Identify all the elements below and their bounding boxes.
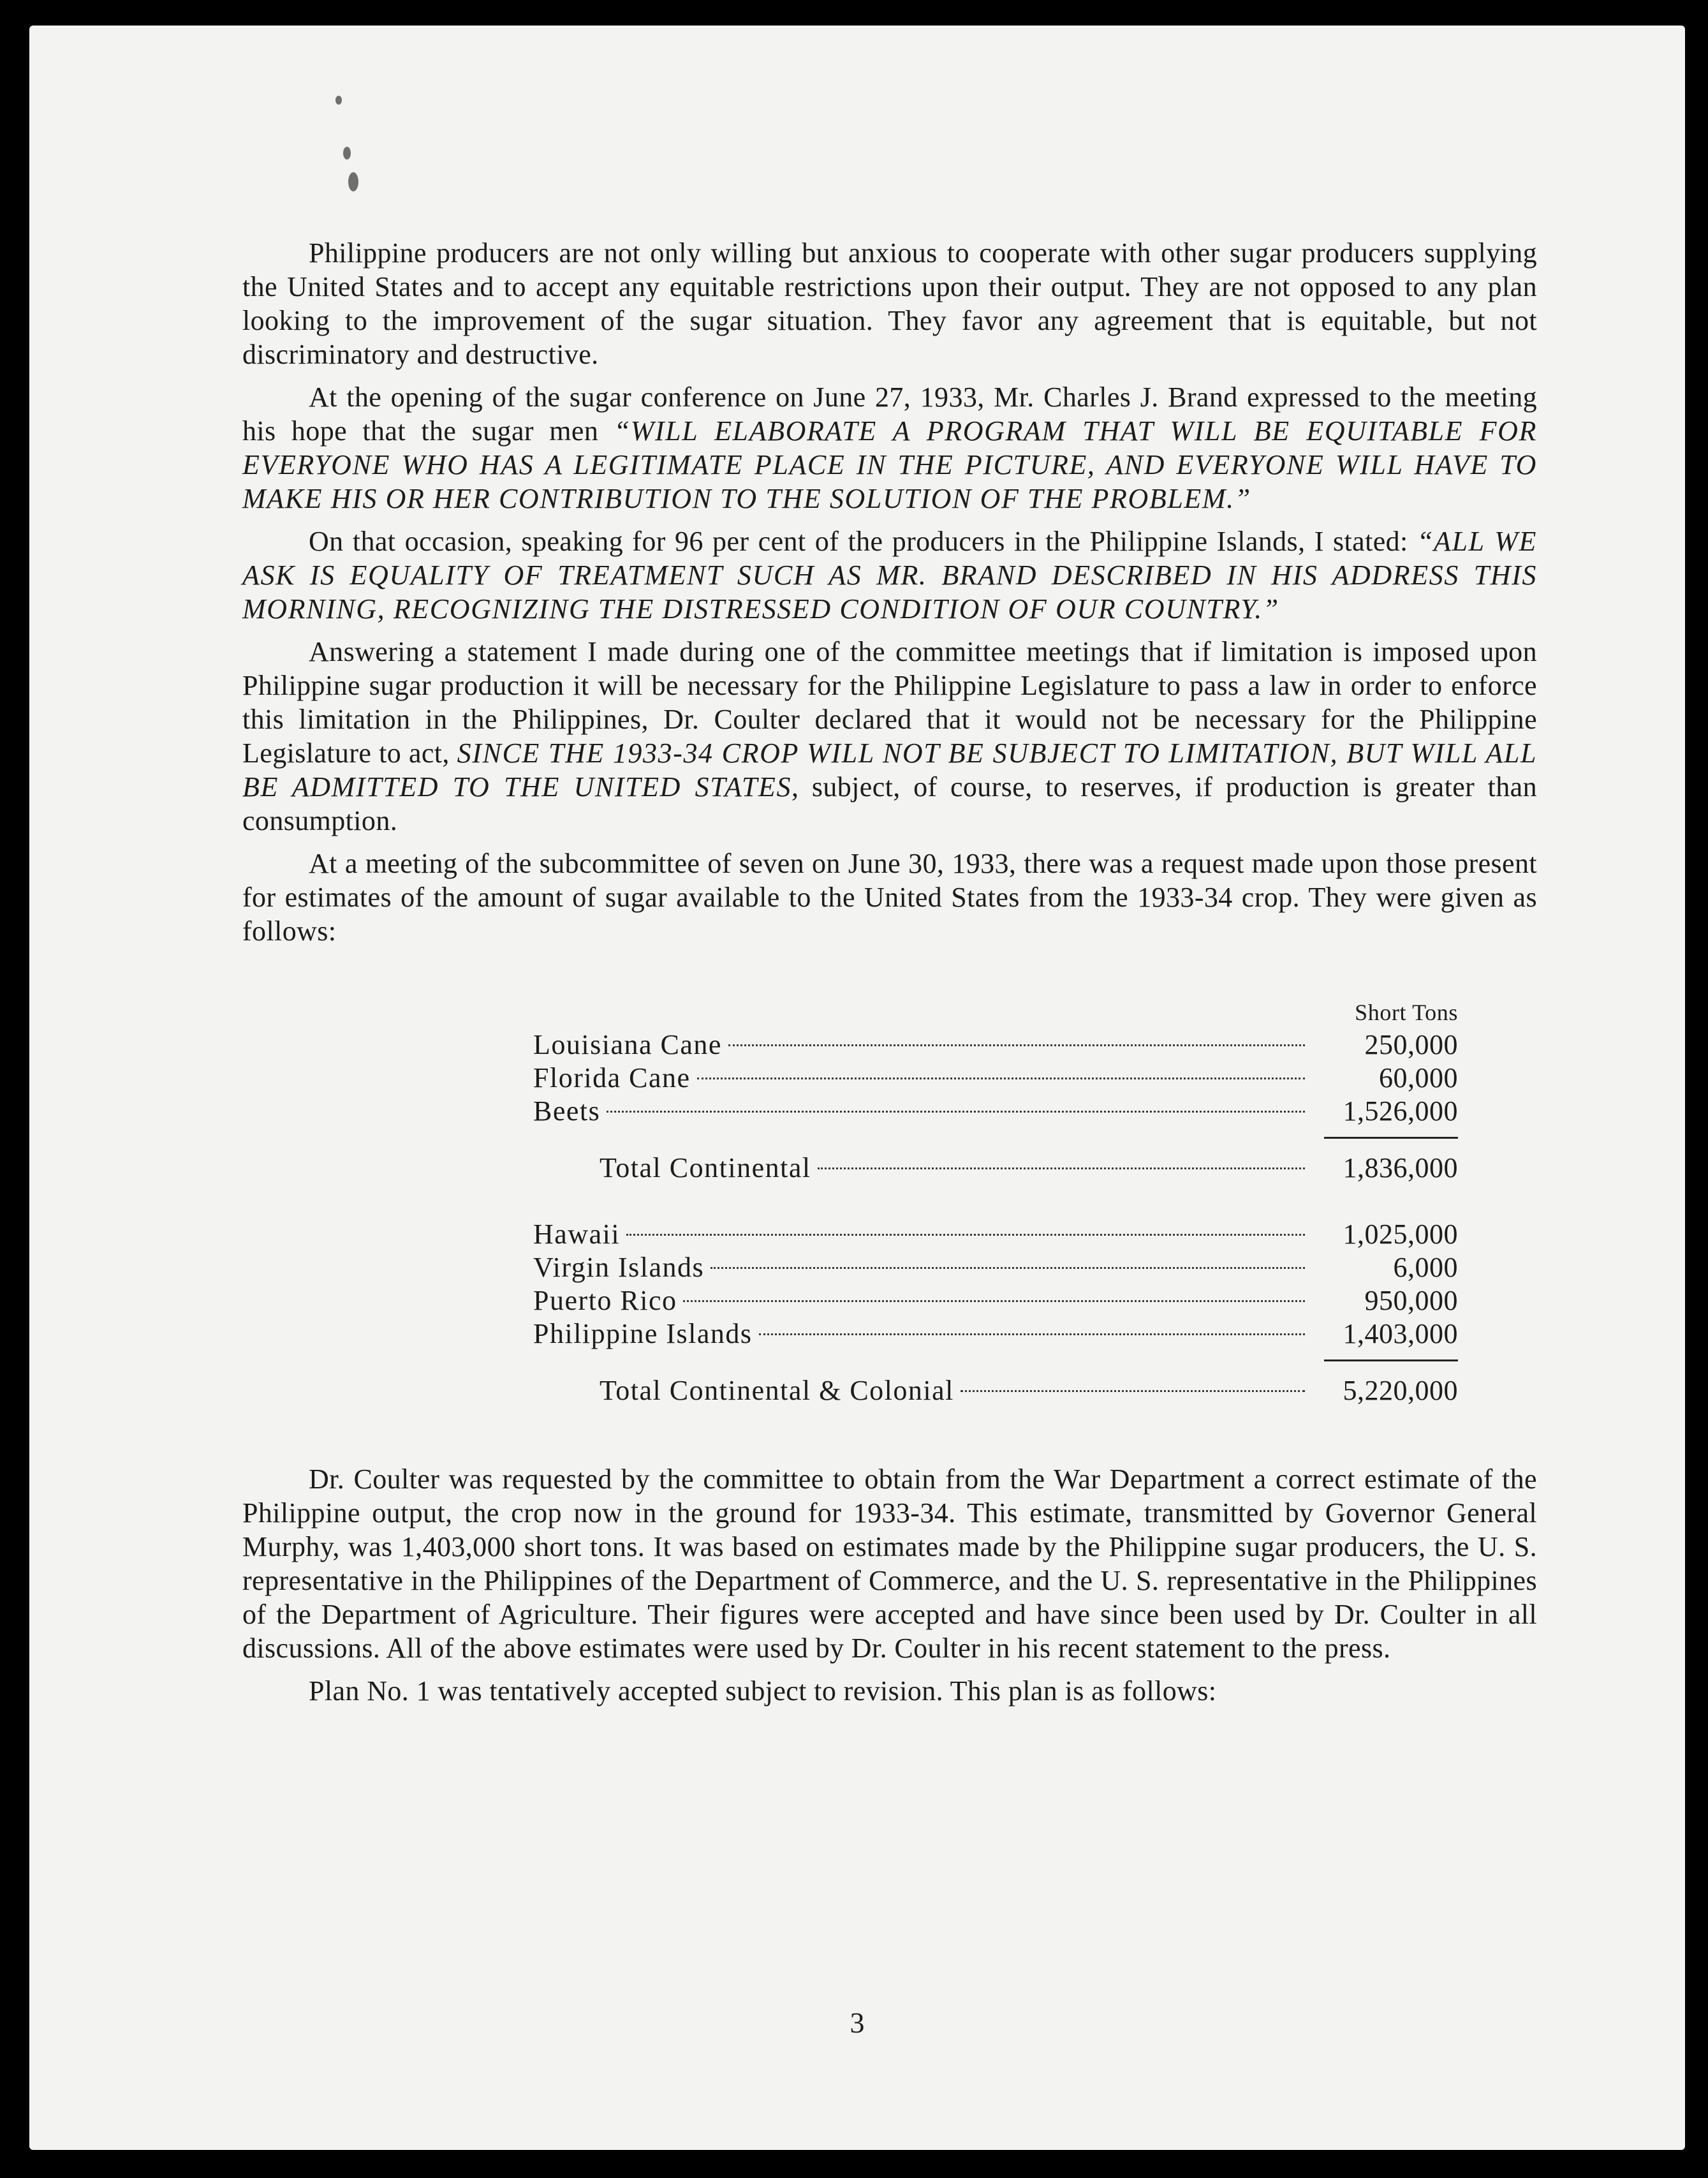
emphasized-quote: SINCE THE 1933-34 CROP WILL NOT BE SUBJECT TO LIMITATION, BUT WILL ALL BE ADMITTED TO THE UNITED STATES [242, 737, 1538, 803]
table-row [533, 1028, 1458, 1062]
dot-leader [728, 1044, 1305, 1046]
dot-leader [626, 1234, 1305, 1236]
continental-rows [533, 1028, 1458, 1128]
total-continental-label: Total Continental [600, 1152, 811, 1183]
total-continental-colonial-row [533, 1374, 1458, 1407]
paragraph [242, 236, 1537, 371]
dot-leader [710, 1267, 1305, 1269]
dot-leader [818, 1167, 1305, 1169]
dot-leader [683, 1300, 1305, 1302]
emphasized-quote: “ALL WE ASK IS EQUALITY OF TREATMENT SUCH AS MR. BRAND DESCRIBED IN HIS ADDRESS THIS MORNING, RECOGNIZING THE DISTRESSED CONDITION OF OUR COUNTRY.” [242, 526, 1537, 625]
row-value: 60,000 [1379, 1062, 1458, 1093]
table-row [533, 1218, 1458, 1251]
scan-speck [335, 96, 342, 105]
sugar-estimates-table [533, 998, 1458, 1407]
paragraph-text: Answering a statement I made during one of the committee meetings that if limitation is imposed upon Philippine sugar production it will be necessary for the Philippine Legislature to pass a law in order to enforce this limitation in the Philippines, Dr. Coulter declared that it would not be necessary for the Philippine Legislature to act, [242, 636, 1537, 769]
row-label: Florida Cane [533, 1062, 691, 1093]
column-header-short-tons: Short Tons [1355, 1000, 1458, 1025]
total-continental-colonial-label: Total Continental & Colonial [600, 1375, 954, 1406]
row-label: Hawaii [533, 1219, 621, 1250]
row-value: 1,025,000 [1343, 1219, 1458, 1250]
emphasized-quote: “WILL ELABORATE A PROGRAM THAT WILL BE EQUITABLE FOR EVERYONE WHO HAS A LEGITIMATE PLACE IN THE PICTURE, AND EVERYONE WILL HAVE TO MAKE HIS OR HER CONTRIBUTION TO THE SOLUTION OF THE PROBLEM.” [242, 415, 1537, 514]
row-value: 1,403,000 [1343, 1318, 1458, 1349]
grand-total-rule [1324, 1359, 1458, 1361]
paragraph-text: , subject, of course, to reserves, if production is greater than consumption. [242, 771, 1537, 836]
row-label: Louisiana Cane [533, 1029, 722, 1060]
row-value: 250,000 [1364, 1029, 1458, 1060]
paragraph-text: Plan No. 1 was tentatively accepted subject to revision. This plan is as follows: [309, 1675, 1217, 1707]
paragraph [242, 380, 1537, 515]
table-row [533, 1251, 1458, 1284]
row-value: 1,526,000 [1343, 1095, 1458, 1127]
page-number: 3 [850, 2006, 865, 2039]
row-label: Philippine Islands [533, 1318, 753, 1349]
total-continental-colonial-value: 5,220,000 [1343, 1375, 1458, 1406]
paragraph [242, 635, 1537, 838]
table-row [533, 1284, 1458, 1317]
table-row [533, 1062, 1458, 1095]
paragraph [242, 524, 1537, 626]
total-continental-row [533, 1152, 1458, 1185]
row-value: 6,000 [1393, 1252, 1458, 1283]
paragraph [242, 1674, 1537, 1708]
paragraph-text: On that occasion, speaking for 96 per cent of the producers in the Philippine Islands, I stated: [309, 526, 1417, 557]
paragraph [242, 847, 1537, 948]
row-label: Beets [533, 1095, 601, 1127]
document-page [29, 26, 1685, 2150]
paragraph-text: Dr. Coulter was requested by the committee to obtain from the War Department a correct estimate of the Philippine output, the crop now in the ground for 1933-34. This estimate, transmitted by Governor General Murphy, was 1,403,000 short tons. It was based on estimates made by the Philippine sugar producers, the U. S. representative in the Philippines of the Department of Commerce, and the U. S. representative in the Philippines of the Department of Agriculture. Their figures were accepted and have since been used by Dr. Coulter in all discussions. All of the above estimates were used by Dr. Coulter in his recent statement to the press. [242, 1463, 1537, 1664]
total-continental-value: 1,836,000 [1343, 1152, 1458, 1183]
scan-speck [348, 172, 358, 191]
subtotal-rule [1324, 1137, 1458, 1139]
table-gap [533, 1185, 1458, 1218]
paragraph-text: At a meeting of the subcommittee of seven on June 30, 1933, there was a request made upon those present for estimates of the amount of sugar available to the United States from the 1933-34 crop. They were given as follows: [242, 848, 1537, 947]
paragraph-text: At the opening of the sugar conference on June 27, 1933, Mr. Charles J. Brand expressed to the meeting his hope that the sugar men [242, 382, 1537, 447]
table-row [533, 1095, 1458, 1128]
row-label: Puerto Rico [533, 1285, 677, 1316]
colonial-rows [533, 1218, 1458, 1351]
paragraph-text: Philippine producers are not only willing but anxious to cooperate with other sugar producers supplying the United States and to accept any equitable restrictions upon their output. They are not opposed to any plan looking to the improvement of the sugar situation. They favor any agreement that is equitable, but not discriminatory and destructive. [242, 237, 1537, 370]
row-label: Virgin Islands [533, 1252, 705, 1283]
scan-speck [343, 147, 351, 159]
row-value: 950,000 [1364, 1285, 1458, 1316]
table-row [533, 1317, 1458, 1351]
dot-leader [607, 1111, 1305, 1113]
dot-leader [697, 1078, 1305, 1079]
body-column [242, 236, 1537, 1717]
paragraph [242, 1462, 1537, 1665]
paragraphs-after-table [242, 1462, 1537, 1708]
paragraphs-before-table [242, 236, 1537, 948]
dot-leader [961, 1390, 1305, 1392]
dot-leader [759, 1333, 1305, 1335]
